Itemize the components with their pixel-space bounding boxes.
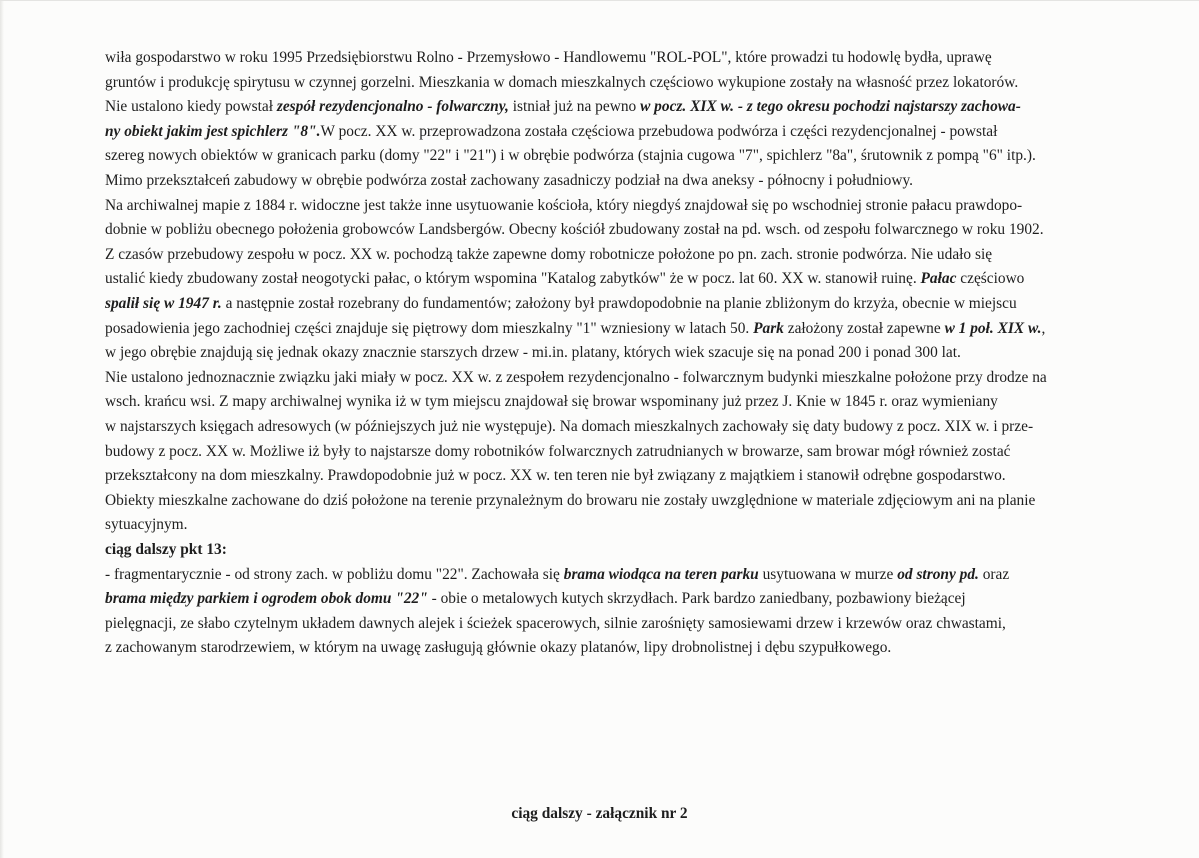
text-line xyxy=(105,589,966,609)
section-heading: ciąg dalszy pkt 13: xyxy=(105,541,227,558)
text-line xyxy=(105,638,891,658)
text-segment: Na archiwalnej mapie z 1884 r. widoczne jest także inne usytuowanie kościoła, który niegdyś znajdował się po wschodniej stronie pałacu prawdopo- xyxy=(105,196,1023,214)
text-line xyxy=(105,97,1021,117)
text-segment: Z czasów przebudowy zespołu w pocz. XX w. pochodzą także zapewne domy robotnicze położone po pn. zach. stronie podwórza. Nie udało się xyxy=(105,245,993,263)
text-line xyxy=(105,565,1009,585)
text-segment: budowy z pocz. XX w. Możliwe iż były to najstarsze domy robotników folwarcznych zatrudnianych w browarze, sam browar mógł również zostać xyxy=(105,442,1011,460)
text-segment: założony został zapewne xyxy=(783,319,945,337)
text-segment: sytuacyjnym. xyxy=(105,516,188,534)
text-line xyxy=(105,417,1033,437)
emphasis-text: spalił się w 1947 r. xyxy=(105,295,222,312)
text-segment: częściowo xyxy=(956,270,1025,288)
text-line xyxy=(105,515,188,535)
text-segment: w jego obrębie znajdują się jednak okazy znacznie starszych drzew - mi.in. platany, których wiek szacuje się na ponad 200 i ponad 300 lat. xyxy=(105,344,961,362)
text-segment: , xyxy=(1041,319,1046,337)
text-segment: - fragmentarycznie - od strony zach. w pobliżu domu "22". Zachowała się xyxy=(105,565,564,583)
text-segment: przekształcony na dom mieszkalny. Prawdopodobnie już w pocz. XX w. ten teren nie był związany z majątkiem i stanowił odrębne gospodarstwo. xyxy=(105,467,1006,485)
text-line xyxy=(105,73,1018,93)
footer-note: ciąg dalszy - załącznik nr 2 xyxy=(511,805,688,822)
text-segment: Obiekty mieszkalne zachowane do dziś położone na terenie przynależnym do browaru nie zostały uwzględnione w materiale zdjęciowym ani na planie xyxy=(105,491,1036,509)
text-segment: Mimo przekształceń zabudowy w obrębie podwórza został zachowany zasadniczy podział na dwa aneksy - północny i południowy. xyxy=(105,172,914,189)
emphasis-text: brama między parkiem i ogrodem obok domu "22" xyxy=(105,590,428,608)
text-line xyxy=(105,48,992,68)
text-segment: - obie o metalowych kutych skrzydłach. Park bardzo zaniedbany, pozbawiony bieżącej xyxy=(427,590,966,608)
text-segment: pielęgnacji, ze słabo czytelnym układem dawnych alejek i ścieżek spacerowych, silnie zarośnięty samosiewami drzew i krzewów oraz chwastami, xyxy=(105,614,1006,632)
text-segment: szereg nowych obiektów w granicach parku (domy "22" i "21") i w obrębie podwórza (stajnia cugowa "7", spichlerz "8a", śrutownik z pompą "6" itp.). xyxy=(105,147,1036,165)
text-line xyxy=(105,196,1022,216)
emphasis-text: w pocz. XIX w. - z tego okresu pochodzi najstarszy zachowa- xyxy=(640,98,1021,116)
text-line xyxy=(105,614,1006,634)
text-line xyxy=(105,466,1006,486)
text-line xyxy=(105,269,1024,289)
text-segment: posadowienia jego zachodniej części znajduje się piętrowy dom mieszkalny "1" wzniesiony w latach 50. xyxy=(105,319,754,337)
text-line xyxy=(105,540,227,560)
text-line xyxy=(105,294,1017,314)
emphasis-text: Pałac xyxy=(920,270,957,288)
emphasis-text: w 1 poł. XIX w. xyxy=(944,319,1042,337)
emphasis-text: ny obiekt jakim jest spichlerz "8". xyxy=(105,122,321,140)
text-line xyxy=(105,319,1045,339)
text-segment: wsch. krańcu wsi. Z mapy archiwalnej wynika iż w tym miejscu znajdował się browar wspominany już przez J. Knie w 1845 r. oraz wymieniany xyxy=(105,393,998,411)
text-line xyxy=(105,146,1036,166)
text-line xyxy=(105,220,1044,240)
text-line xyxy=(105,392,998,412)
scan-edge xyxy=(0,1,4,858)
text-line xyxy=(105,491,1035,511)
emphasis-text: od strony pd. xyxy=(897,565,979,583)
text-segment: ustalić kiedy zbudowany został neogotycki pałac, o którym wspomina "Katalog zabytków" że w pocz. lat 60. XX w. stanowił ruinę. xyxy=(105,270,921,288)
emphasis-text: zespół rezydencjonalno - folwarczny, xyxy=(276,98,509,116)
text-segment: Nie ustalono kiedy powstał xyxy=(105,98,277,116)
text-segment: wiła gospodarstwo w roku 1995 Przedsiębiorstwu Rolno - Przemysłowo - Handlowemu "ROL-POL", które prowadzi tu hodowlę bydła, uprawę xyxy=(105,49,992,66)
text-segment: a następnie został rozebrany do fundamentów; założony był prawdopodobnie na planie zbliżonym do krzyża, obecnie w miejscu xyxy=(221,295,1017,312)
text-segment: z zachowanym starodrzewiem, w którym na uwagę zasługują głównie okazy platanów, lipy drobnolistnej i dębu szypułkowego. xyxy=(105,639,892,657)
text-line xyxy=(105,442,1010,462)
text-segment: w najstarszych księgach adresowych (w późniejszych już nie występuje). Na domach mieszkalnych zachowały się daty budowy z pocz. XIX w. i prze- xyxy=(105,418,1034,435)
text-segment: W pocz. XX w. przeprowadzona została częściowa przebudowa podwórza i części rezydencjonalnej - powstał xyxy=(320,122,998,140)
text-segment: Nie ustalono jednoznacznie związku jaki miały w pocz. XX w. z zespołem rezydencjonalno - folwarcznym budynki mieszkalne położone przy drodze na xyxy=(105,368,1047,386)
text-line xyxy=(105,171,913,191)
text-line xyxy=(105,368,1047,388)
emphasis-text: Park xyxy=(753,319,784,337)
text-line xyxy=(105,245,992,265)
text-segment: gruntów i produkcję spirytusu w czynnej gorzelni. Mieszkania w domach mieszkalnych częściowo wykupione zostały na własność przez lokatorów. xyxy=(105,73,1019,91)
text-segment: oraz xyxy=(978,565,1010,583)
text-segment: istniał już na pewno xyxy=(508,98,641,116)
text-line xyxy=(105,343,961,363)
text-segment: usytuowana w murze xyxy=(758,565,898,583)
text-line xyxy=(105,122,997,142)
emphasis-text: brama wiodąca na teren parku xyxy=(563,565,759,583)
text-segment: dobnie w pobliżu obecnego położenia grobowców Landsbergów. Obecny kościół zbudowany został na pd. wsch. od zespołu folwarcznego w roku 1902. xyxy=(105,221,1044,239)
